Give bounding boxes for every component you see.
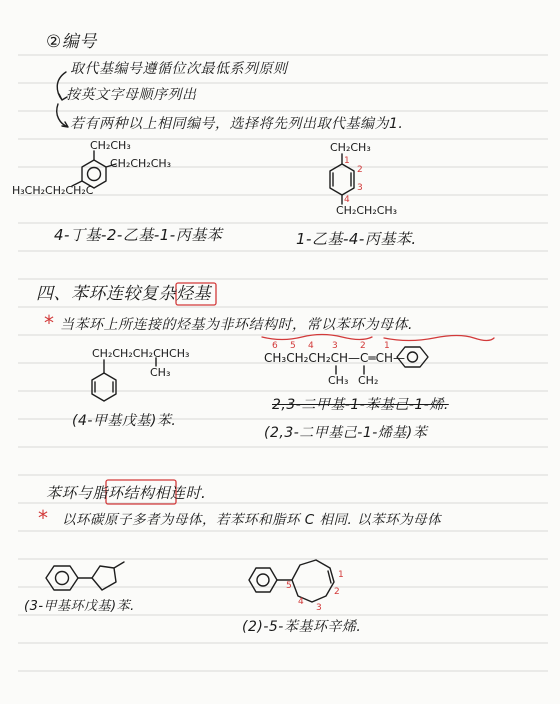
brace-arrow-icon bbox=[57, 72, 67, 100]
s4-ex1-chain: CH₂CH₂CH₂CHCH₃ bbox=[92, 347, 190, 360]
s5-ex2-locant-2: 2 bbox=[334, 587, 340, 597]
ex2-top-group: CH₂CH₃ bbox=[330, 141, 371, 154]
s5-ex2-locant-4: 4 bbox=[298, 597, 304, 607]
s4-ex2-locant-3: 3 bbox=[332, 341, 338, 351]
underline-acyclic bbox=[262, 335, 372, 340]
s4-ex2-sub-right: CH₂ bbox=[358, 374, 379, 387]
ex2-compound-name: 1-乙基-4-丙基苯. bbox=[296, 230, 417, 248]
benzene-ring-example2 bbox=[330, 154, 354, 204]
s5-ex2-locant-5: 5 bbox=[286, 581, 292, 591]
underline-parent-benzene bbox=[384, 336, 494, 341]
ex1-top-group: CH₂CH₃ bbox=[90, 139, 131, 152]
s4-ex1-compound-name: (4-甲基戊基)苯. bbox=[72, 413, 177, 429]
s4-ex2-locant-6: 6 bbox=[272, 341, 278, 351]
section-heading-alicyclic: 苯环与脂环结构相连时. bbox=[46, 484, 207, 502]
s4-ex2-locant-1: 1 bbox=[384, 341, 390, 351]
rule-alphabetical: 按英文字母顺序列出 bbox=[66, 87, 197, 103]
s4-ex2-name: (2,3-二甲基己-1-烯基)苯 bbox=[264, 425, 428, 441]
ex1-left-group: H₃CH₂CH₂CH₂C bbox=[12, 184, 94, 197]
s5-ex2-locant-1: 1 bbox=[338, 570, 344, 580]
s4-ex2-main-chain: CH₃CH₂CH₂CH—C═CH— bbox=[264, 351, 406, 365]
rule-first-listed-gets-1: 若有两种以上相同编号，选择将先列出取代基编为1. bbox=[70, 116, 404, 132]
star-marker: * bbox=[44, 311, 54, 335]
rule-acyclic-parent-benzene: 当苯环上所连接的烃基为非环结构时，常以苯环为母体. bbox=[60, 317, 413, 333]
arrow-icon bbox=[57, 104, 68, 127]
ex2-locant-4: 4 bbox=[344, 195, 350, 205]
s4-ex2-locant-4: 4 bbox=[308, 341, 314, 351]
ex2-locant-3: 3 bbox=[357, 183, 363, 193]
s4-ex1-branch: CH₃ bbox=[150, 366, 171, 379]
phenyl-cyclopentyl-drawing bbox=[46, 562, 124, 590]
benzene-ring-section4-ex1 bbox=[92, 358, 156, 401]
s4-ex2-locant-5: 5 bbox=[290, 341, 296, 351]
s4-ex2-name-crossed: 2,3-二甲基-1-苯基己-1-烯. bbox=[272, 397, 449, 413]
ex1-compound-name: 4-丁基-2-乙基-1-丙基苯 bbox=[54, 226, 223, 244]
star-marker-2: * bbox=[38, 506, 48, 530]
ex2-bottom-group: CH₂CH₂CH₃ bbox=[336, 204, 398, 217]
ex1-side-group: CH₂CH₂CH₃ bbox=[110, 157, 172, 170]
s4-ex2-locant-2: 2 bbox=[360, 341, 366, 351]
ex2-locant-1: 1 bbox=[344, 156, 350, 166]
s5-ex1-compound-name: (3-甲基环戊基)苯. bbox=[24, 599, 135, 614]
s4-ex2-sub-left: CH₃ bbox=[328, 374, 349, 387]
rule-lowest-locants: 取代基编号遵循位次最低系列原则 bbox=[70, 61, 288, 77]
rule-more-ring-carbons: 以环碳原子多者为母体，若苯环和脂环 C 相同. 以苯环为母体 bbox=[62, 512, 442, 528]
section-heading-complex-hydrocarbyl: 四、苯环连较复杂烃基 bbox=[36, 284, 211, 304]
s5-ex2-compound-name: (2)-5-苯基环辛烯. bbox=[242, 619, 362, 635]
ex2-locant-2: 2 bbox=[357, 165, 363, 175]
s5-ex2-locant-3: 3 bbox=[316, 603, 322, 613]
section-heading-numbering: ②编号 bbox=[46, 32, 97, 52]
